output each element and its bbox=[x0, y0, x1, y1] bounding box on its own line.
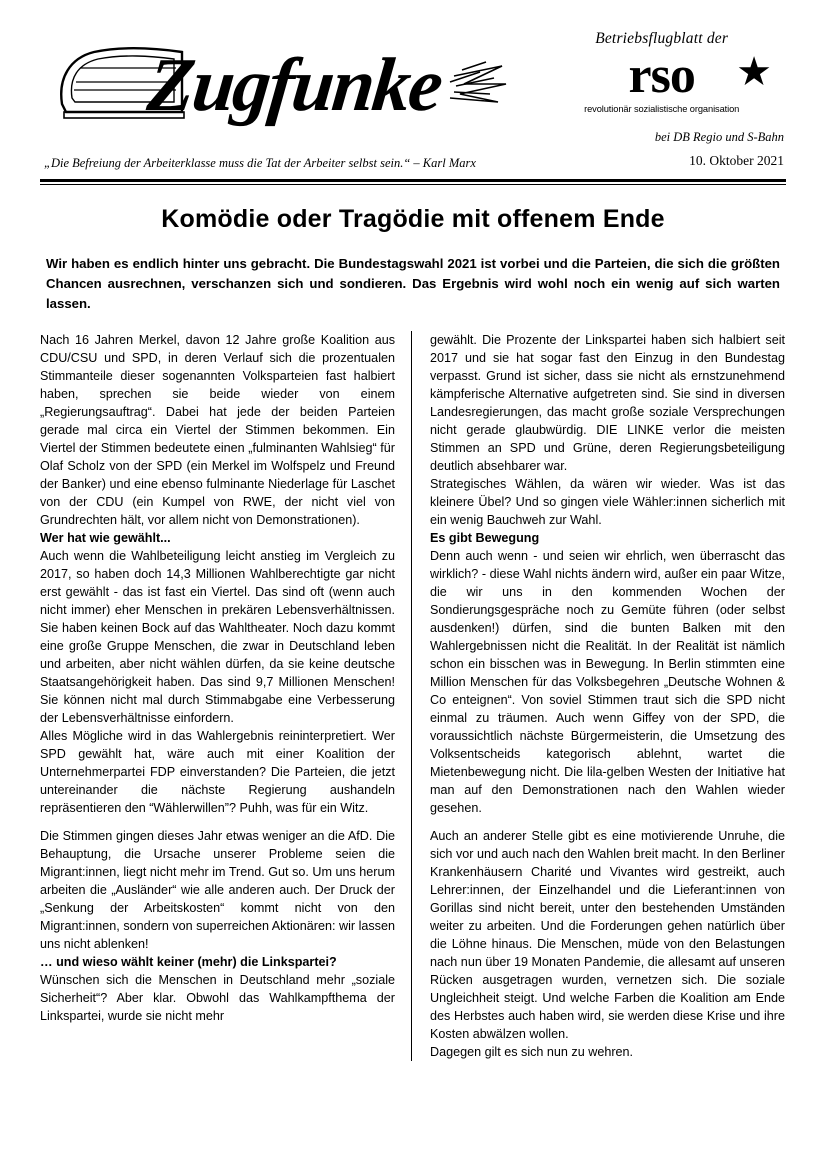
article-paragraph: Auch wenn die Wahlbeteiligung leicht anstieg im Vergleich zu 2017, so haben doch 14,3 Millionen Wahlberechtigte gar nicht erst gewählt - das ist fast ein Viertel. Das sind oft (wenn auch nicht immer) eher Menschen in prekären Lebensverhältnissen. Sie haben keinen Bock auf das Wahltheater. Noch dazu kommt eine große Gruppe Menschen, die zwar in Deutschland leben und arbeiten, aber nicht wählen dürfen, da sie keine deutsche Staatsangehörigkeit haben. Das sind 9,7 Millionen Menschen! Sie können nicht mal durch Stimmabgabe eine Verbesserung der Lebensverhältnisse einfordern. bbox=[40, 549, 395, 726]
article-column-left bbox=[40, 331, 411, 1061]
article-lead: Wir haben es endlich hinter uns gebracht. Die Bundestagswahl 2021 ist vorbei und die Parteien, die sich die größten Chancen ausrechnen, verschanzen sich und sondieren. Das Ergebnis wird wohl noch ein wenig auf sich warten lassen. bbox=[46, 256, 780, 311]
article-paragraph: Dagegen gilt es sich nun zu wehren. bbox=[430, 1045, 634, 1060]
divider-thick bbox=[40, 179, 786, 182]
rso-tagline: Betriebsflugblatt der bbox=[595, 30, 729, 47]
article-headline: Komödie oder Tragödie mit offenem Ende bbox=[161, 205, 665, 233]
article-paragraph: Auch an anderer Stelle gibt es eine motivierende Unruhe, die sich vor und auch nach den Wahlen breit macht. In den Berliner Krankenhäusern Charité und Vivantes wird gestreikt, auch Lehrer:innen, der Einzelhandel und die Lieferant:innen von Gorillas sind nicht bereit, unter den bestehenden Umständen weiter zu arbeiten. Und die Forderungen gehen natürlich über die Löhne hinaus. Die Menschen, müde von den Belastungen nach nun über 19 Monaten Pandemie, die allesamt auf unseren Rücken ausgetragen wurden, vernetzen sich. Die soziale Ungleichheit steigt. Und welche Farben die Koalition am Ende des Herbstes auch haben wird, sie werden diese Krise und ihre Kosten abwälzen wollen. bbox=[430, 829, 785, 1042]
issue-meta bbox=[484, 128, 786, 172]
article-paragraph: Die Stimmen gingen dieses Jahr etwas weniger an die AfD. Die Behauptung, die Ursache unserer Probleme seien die Migrant:innen, liegt nicht mehr im Trend. Gut so. Um uns herum arbeiten die „Ausländer“ wie alle anderen auch. Der Druck der „Senkung der Arbeitskosten“ kommt nicht von den Migrant:innen, sondern von superreichen Aktionären: wir lassen uns nicht ablenken! bbox=[40, 829, 395, 952]
masthead-motto: „Die Befreiung der Arbeiterklasse muss die Tat der Arbeiter selbst sein.“ – Karl Marx bbox=[44, 156, 476, 170]
issue-scope: bei DB Regio und S-Bahn bbox=[654, 130, 784, 144]
article-paragraph: Alles Mögliche wird in das Wahlergebnis reininterpretiert. Wer SPD gewählt hat, wäre auch mit einer Koalition der Unternehmerpartei FDP einverstanden? Die Parteien, die jetzt untereinander die nächste Regierung aushandeln repräsentieren den “Wählerwillen”? Puhh, was für ein Witz. bbox=[40, 729, 395, 816]
article-columns bbox=[40, 331, 786, 1061]
article-paragraph: Denn auch wenn - und seien wir ehrlich, wen überrascht das wirklich? - diese Wahl nichts ändern wird, außer ein paar Witze, die wir uns in den kommenden Wochen der Sondierungsgespräche noch zu Gemüte führen (oder selbst ausdenken!) dürfen, sind die bunten Balken mit den Wahlergebnissen nicht die Realität. In der Realität ist nämlich schon ein bisschen was in Bewegung. In Berlin stimmten eine Million Menschen für das Volksbegehren „Deutsche Wohnen & Co enteignen“. Von soviel Stimmen traut sich die SPD nicht einmal zu träumen. Auch wenn Giffey von der SPD, die voraussichtlich nächste Bürgermeisterin, die Umsetzung des Volksentscheids kategorisch ablehnt, wartet die Mietenbewegung nicht. Die lila-gelben Westen der Initiative hat man auf den Demonstrationen nach den Wahlen wieder gesehen. bbox=[430, 549, 785, 816]
zugfunke-wordmark-icon bbox=[50, 32, 530, 142]
article-subheading: … und wieso wählt keiner (mehr) die Linkspartei? bbox=[40, 955, 337, 970]
issue-date: 10. Oktober 2021 bbox=[689, 153, 784, 169]
rso-logo-block bbox=[537, 26, 786, 114]
article-paragraph: Wünschen sich die Menschen in Deutschland mehr „soziale Sicherheit“? Aber klar. Obwohl das Wahlkampfthema der Linkspartei, wurde sie nicht mehr bbox=[40, 973, 395, 1024]
article-subheading: Es gibt Bewegung bbox=[430, 531, 540, 546]
article-column-right bbox=[412, 331, 785, 1061]
zugfunke-logo bbox=[40, 26, 537, 144]
star-icon: ★ bbox=[736, 50, 772, 94]
article-paragraph: gewählt. Die Prozente der Linkspartei haben sich halbiert seit 2017 und sie hat sogar fast den Einzug in den Bundestag verpasst. Grund ist sicher, dass sie nicht als ernstzunehmend kämpferische Alternative aufgetreten sind. Sie sind in diversen Landesregierungen, das macht große soziale Versprechungen nicht gerade glaubwürdig. DIE LINKE verlor die meisten Stimmen an SPD und Grüne, deren Regierungsbeteiligung deutlich absehbarer war. bbox=[430, 333, 785, 474]
article-subheading: Wer hat wie gewählt... bbox=[40, 531, 171, 546]
divider-thin bbox=[40, 184, 786, 185]
article-paragraph: Strategisches Wählen, da wären wir wieder. Was ist das kleinere Übel? Und so gingen viele Wähler:innen sicherlich mit ein wenig Bauchweh zur Wahl. bbox=[430, 477, 785, 528]
rso-logo bbox=[537, 47, 786, 106]
rso-subtitle: revolutionär sozialistische organisation bbox=[584, 104, 740, 114]
svg-text:Zugfunke: Zugfunke bbox=[144, 43, 446, 127]
article-paragraph: Nach 16 Jahren Merkel, davon 12 Jahre große Koalition aus CDU/CSU und SPD, in deren Verlauf sich die prozentualen Stimmanteile dieser sogenannten Volksparteien fast halbiert haben, sprechen sie beide wieder von einem „Regierungsauftrag“. Dabei hat jede der beiden Parteien gerade mal circa ein Viertel der Stimmen bekommen. Ein Viertel der Stimmen bedeutete einen „fulminanten Wahlsieg“ für Olaf Scholz von der SPD (ein Merkel im Wolfspelz und Freund der Banker) und eine ebenso fulminante Niederlage für Laschet von der CDU (ein Kumpel von RWE, der nicht viel von Grundrechten hält, vor allem nicht von Demonstrationen). bbox=[40, 333, 395, 528]
rso-acronym: rso bbox=[628, 47, 695, 104]
